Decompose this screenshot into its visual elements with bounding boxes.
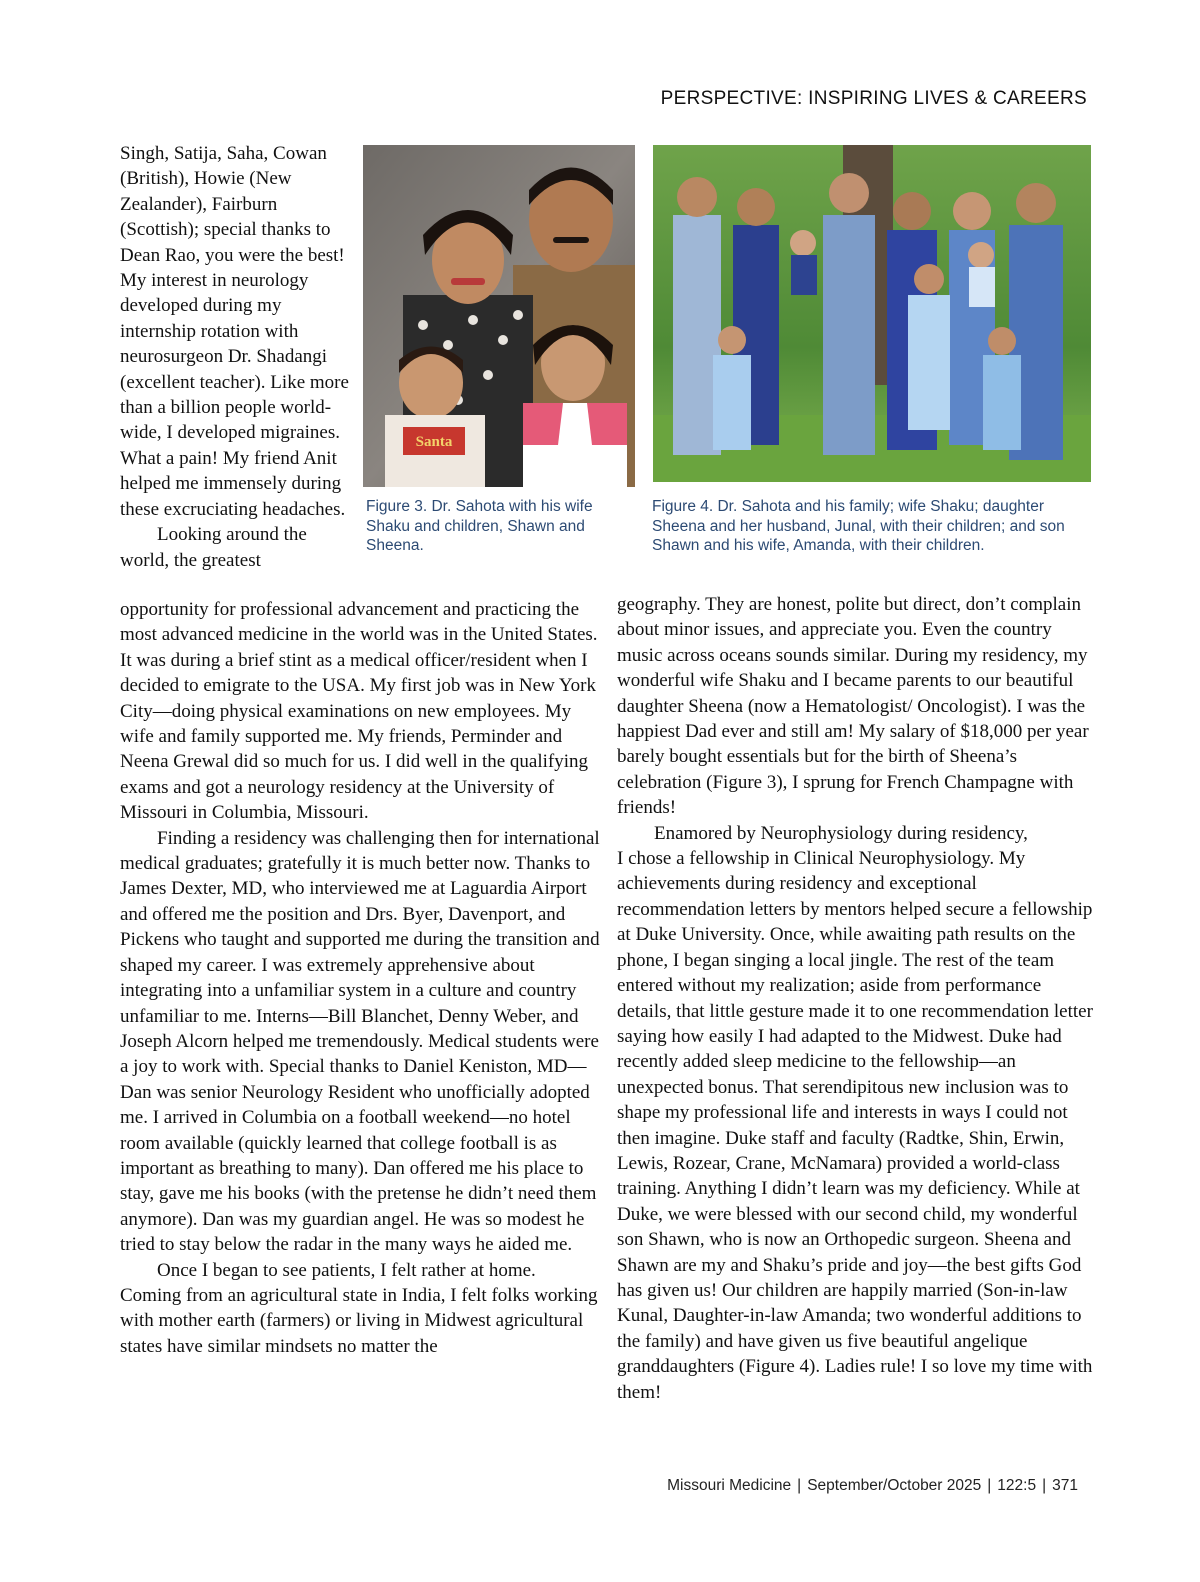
volume-issue: 122:5 bbox=[997, 1477, 1037, 1494]
figure-4-photo bbox=[653, 145, 1091, 482]
paragraph: Finding a residency was challenging then for international medical graduates; gratefully it is much better now. Thanks to James Dexter, MD, who interviewed me at Laguardia Airport and offered me the position and Drs. Byer, Davenport, and Pickens who taught and supported me during the transition and shaped my career. I was extremely apprehensive about integrating into a unfamiliar system in a culture and country unfamiliar to me. Interns—Bill Blanchet, Denny Weber, and Joseph Alcorn helped me tremendously. Medical students were a joy to work with. Special thanks to Daniel Keniston, MD— Dan was senior Neurology Resident who unofficially adopted me. I arrived in Columbia on a football weekend—no hotel room available (quickly learned that college football is as important as breathing to many). Dan offered me his place to stay, gave me his books (with the pretense he didn’t need them anymore). Dan was my guardian angel. He was so modest he tried to stay below the radar in the many ways he aided me. bbox=[120, 827, 600, 1256]
issue-date: September/October 2025 bbox=[807, 1477, 982, 1494]
extended-family-image bbox=[653, 145, 1091, 482]
figure-4-caption: Figure 4. Dr. Sahota and his family; wife Shaku; daughter Sheena and her husband, Junal, with their children; and son Shawn and his wife, Amanda, with their children. bbox=[652, 498, 1065, 554]
figure-3-caption: Figure 3. Dr. Sahota with his wife Shaku and children, Shawn and Sheena. bbox=[366, 498, 593, 554]
journal-name: Missouri Medicine bbox=[667, 1477, 792, 1494]
text-column-left bbox=[120, 597, 600, 1359]
paragraph: Once I began to see patients, I felt rather at home. Coming from an agricultural state in India, I felt folks working with mother earth (farmers) or living in Midwest agricultural states have similar mindsets no matter the bbox=[120, 1259, 598, 1357]
figure-3-photo bbox=[363, 145, 635, 487]
paragraph: Enamored by Neurophysiology during residency, bbox=[654, 822, 1028, 844]
page-footer: Missouri Medicine | September/October 2025 | 122:5 | 371 bbox=[667, 1477, 1078, 1494]
paragraph: Looking around the world, the greatest bbox=[120, 524, 307, 571]
paragraph: geography. They are honest, polite but direct, don’t complain about minor issues, and appreciate you. Even the country music across oceans sounds similar. During my residency, my wonderful wife Shaku and I became parents to our beautiful daughter Sheena (now a Hematologist/ Oncologist). I was the happiest Dad ever and still am! My salary of $18,000 per year barely bought essentials but for the birth of Sheena’s celebration (Figure 3), I sprung for French Champagne with friends! bbox=[617, 594, 1089, 819]
shirt-logo-text: Santa bbox=[415, 434, 453, 450]
section-header: PERSPECTIVE: INSPIRING LIVES & CAREERS bbox=[660, 88, 1087, 109]
paragraph: Singh, Satija, Saha, Cowan (British), Howie (New Zealander), Fairburn (Scottish); special thanks to Dean Rao, you were the best! My interest in neurology developed during my internship rotation with neurosurgeon Dr. Shadangi (excellent teacher). Like more than a billion people world-wide, I developed migraines. What a pain! My friend Anit helped me immensely during these excruciating headaches. bbox=[120, 143, 349, 520]
paragraph: I chose a fellowship in Clinical Neurophysiology. My achievements during residency and exceptional recommendation letters by mentors helped secure a fellowship at Duke University. Once, while awaiting path results on the phone, I began singing a local jingle. The rest of the team entered without my realization; aside from performance details, that little gesture made it to one recommendation letter saying how easily I had adapted to the Midwest. Duke had recently added sleep medicine to the fellowship—an unexpected bonus. That serendipitous new inclusion was to shape my professional life and interests in ways I could not then imagine. Duke staff and faculty (Radtke, Shin, Erwin, Lewis, Rozear, Crane, McNamara) provided a world-class training. Anything I didn’t learn was my deficiency. While at Duke, we were blessed with our second child, my wonderful son Shawn, who is now an Orthopedic surgeon. Sheena and Shawn are my and Shaku’s pride and joy—the best gifts God has given us! Our children are happily married (Son-in-law Kunal, Daughter-in-law Amanda; two wonderful additions to the family) and have given us five beautiful angelique granddaughters (Figure 4). Ladies rule! I so love my time with them! bbox=[617, 848, 1093, 1403]
paragraph: opportunity for professional advancement and practicing the most advanced medicine in the world was in the United States. It was during a brief stint as a medical officer/resident when I decided to emigrate to the USA. My first job was in New York City—doing physical examinations on new employees. My wife and family supported me. My friends, Perminder and Neena Grewal did so much for us. I did well in the qualifying exams and got a neurology residency at the University of Missouri in Columbia, Missouri. bbox=[120, 599, 598, 824]
page-number: 371 bbox=[1052, 1477, 1078, 1494]
text-column-top-left bbox=[120, 141, 352, 573]
text-column-right bbox=[617, 592, 1095, 1405]
family-portrait-image bbox=[363, 145, 635, 487]
